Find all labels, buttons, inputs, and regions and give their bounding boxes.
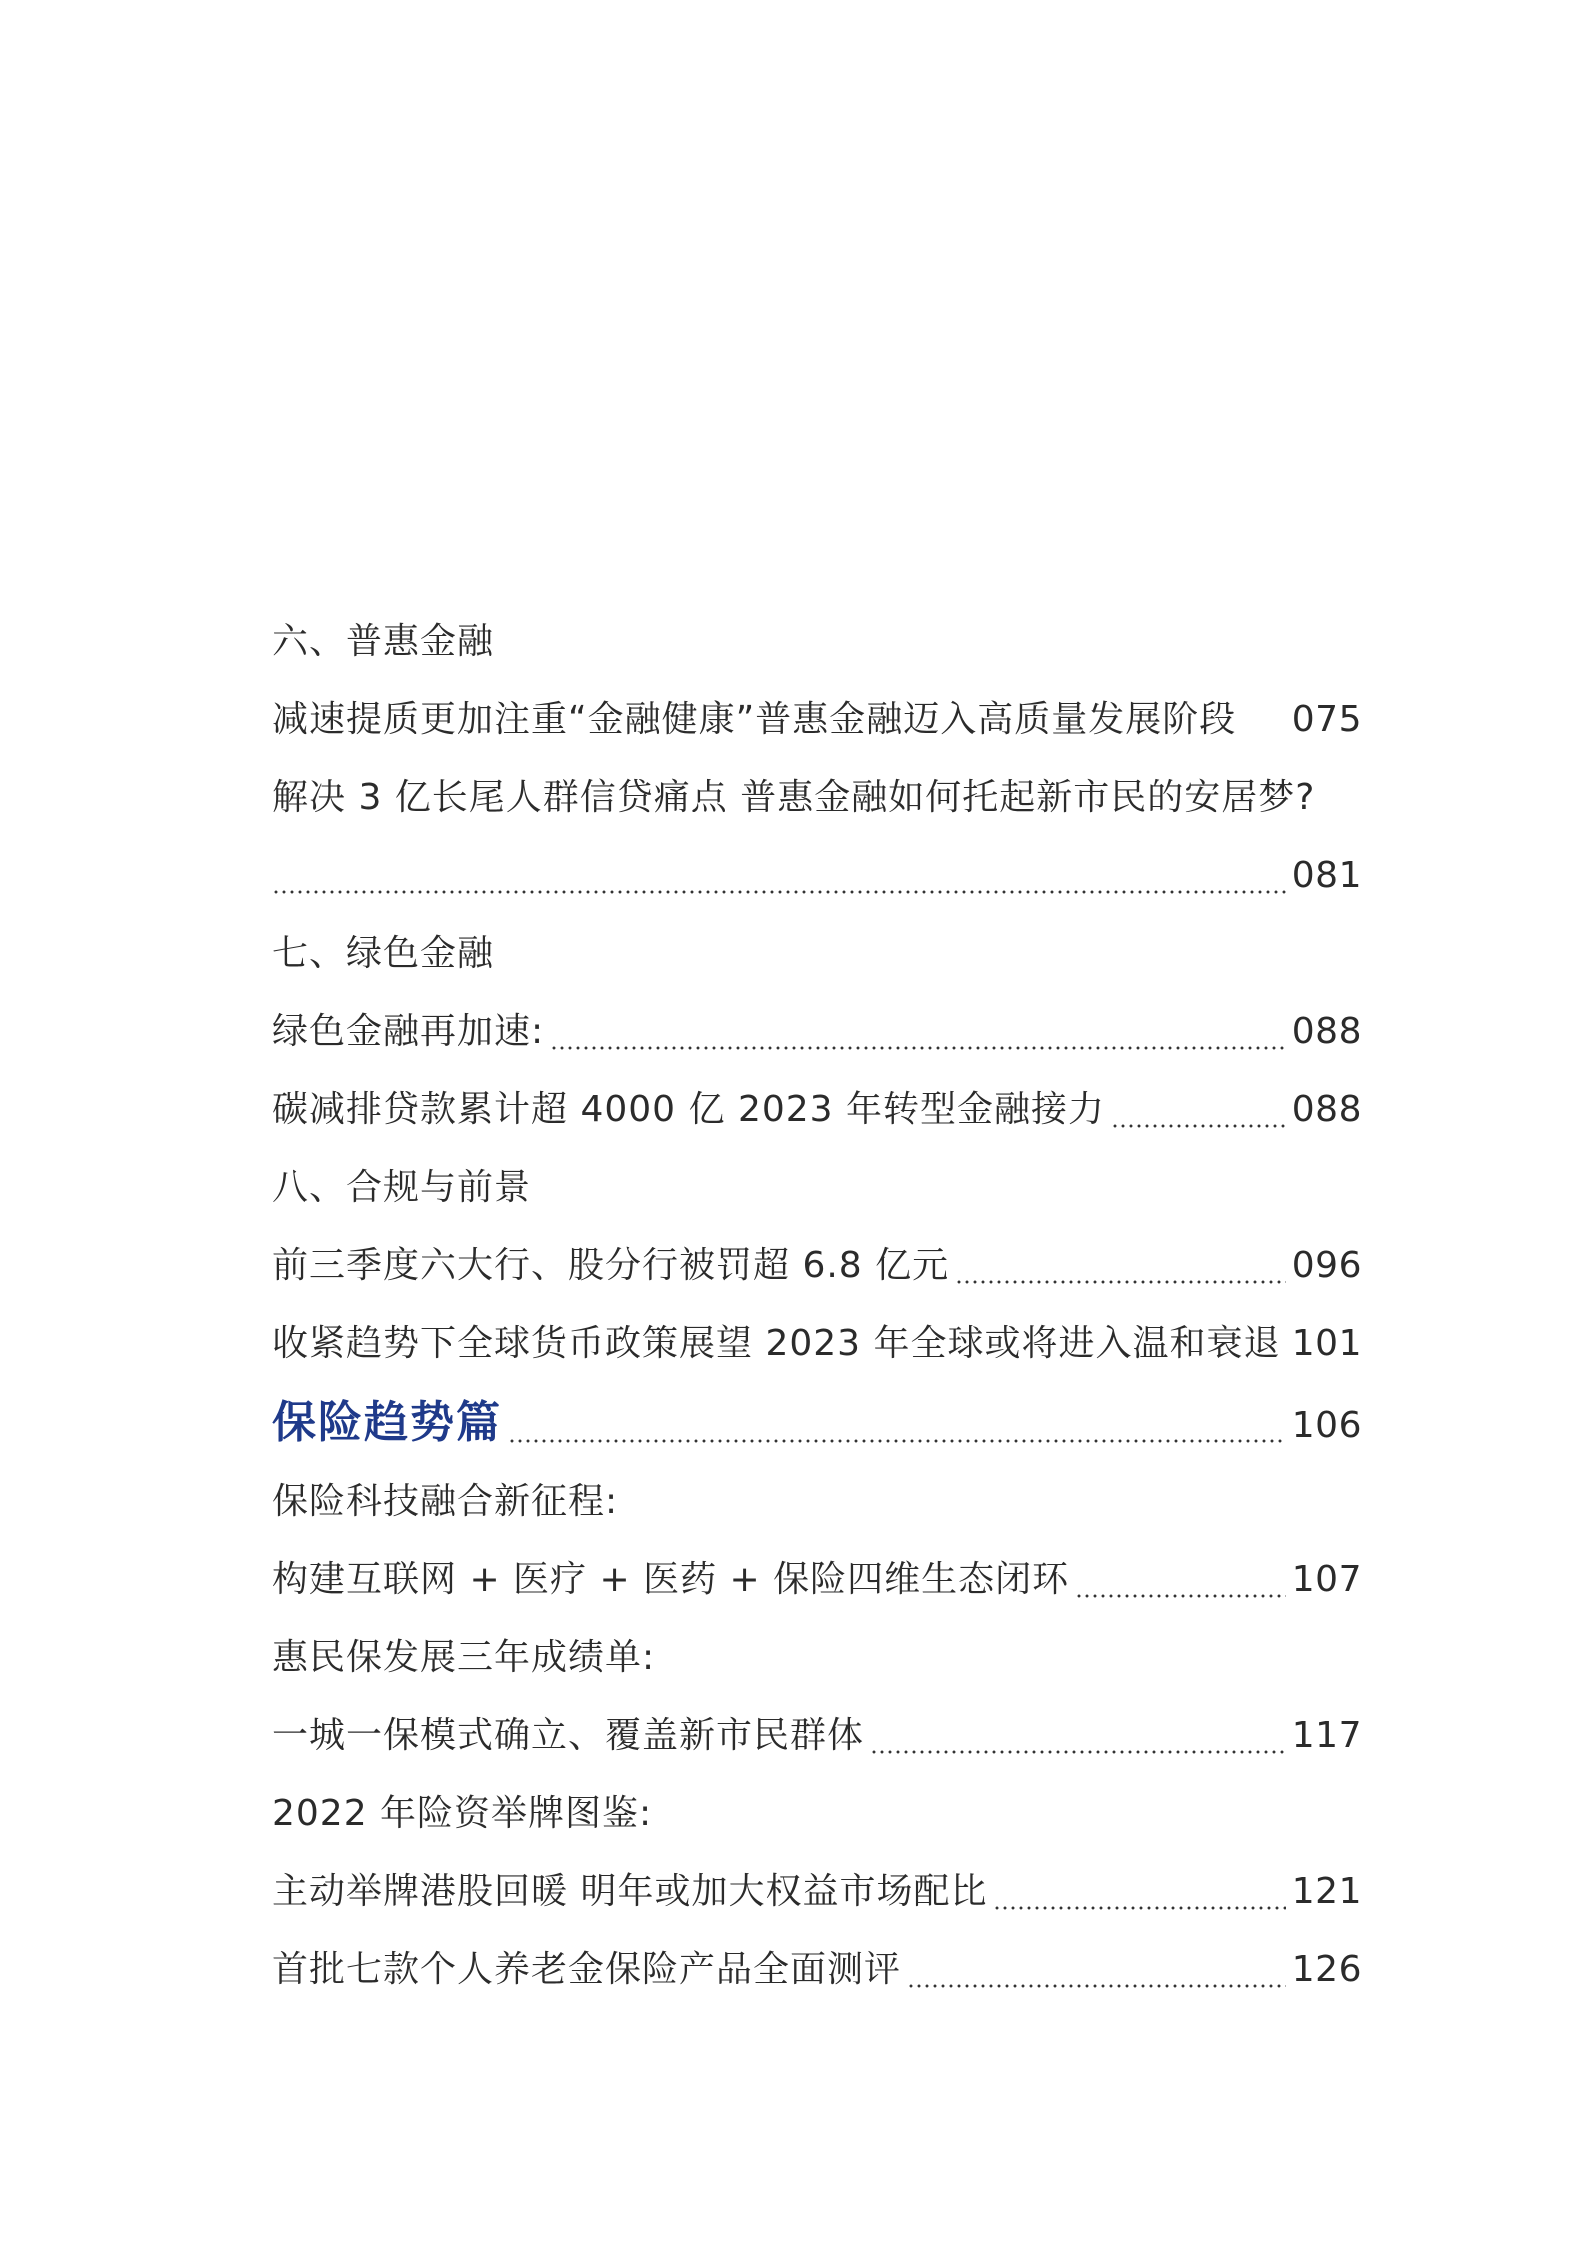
toc-entry-title: 前三季度六大行、股分行被罚超 6.8 亿元 [272,1245,950,1286]
toc-section-heading [272,1149,1362,1227]
toc-entry-page: 106 [1291,1405,1362,1446]
toc-entry-line1[interactable] [272,1619,1362,1697]
toc-section-heading [272,603,1362,681]
toc-heading-title: 八、合规与前景 [272,1167,532,1208]
toc-entry-line1[interactable] [272,759,1362,837]
toc-entry-title: 一城一保模式确立、覆盖新市民群体 [272,1715,865,1756]
toc-entry[interactable] [272,681,1362,759]
toc-entry-page: 075 [1291,699,1362,740]
toc-entry-line2[interactable] [272,1853,1362,1931]
toc-section-heading [272,915,1362,993]
dot-leader [907,1984,1286,1988]
dot-leader [272,890,1286,894]
toc-entry[interactable] [272,1071,1362,1149]
toc-entry[interactable] [272,1227,1362,1305]
toc-entry-title: 碳减排贷款累计超 4000 亿 2023 年转型金融接力 [272,1089,1106,1130]
toc-entry[interactable] [272,993,1362,1071]
toc-entry-page: 081 [1291,855,1362,896]
table-of-contents [272,603,1362,2009]
toc-entry-page: 117 [1291,1715,1362,1756]
toc-entry-title: 首批七款个人养老金保险产品全面测评 [272,1949,902,1990]
toc-heading-title: 六、普惠金融 [272,621,495,662]
toc-entry-page: 126 [1291,1949,1362,1990]
toc-part-title: 保险趋势篇 [272,1397,502,1448]
toc-entry-page: 088 [1291,1089,1362,1130]
dot-leader [1075,1594,1286,1598]
toc-entry-line1[interactable] [272,1463,1362,1541]
dot-leader [1111,1124,1286,1128]
toc-entry-page: 096 [1291,1245,1362,1286]
toc-part-heading[interactable] [272,1383,1362,1463]
toc-entry-page: 101 [1291,1323,1362,1364]
dot-leader [508,1439,1286,1443]
toc-entry-title: 绿色金融再加速: [272,1011,545,1052]
toc-entry-title: 主动举牌港股回暖 明年或加大权益市场配比 [272,1871,988,1912]
toc-entry[interactable] [272,1305,1362,1383]
toc-entry-page: 121 [1291,1871,1362,1912]
toc-entry-title: 减速提质更加注重“金融健康”普惠金融迈入高质量发展阶段 [272,699,1237,740]
toc-entry-line2[interactable] [272,1697,1362,1775]
dot-leader [550,1046,1286,1050]
toc-heading-title: 七、绿色金融 [272,933,495,974]
toc-entry-line1[interactable] [272,1775,1362,1853]
toc-entry-title: 保险科技融合新征程: [272,1481,619,1522]
toc-entry-title: 2022 年险资举牌图鉴: [272,1793,653,1834]
toc-entry-page: 088 [1291,1011,1362,1052]
toc-entry-page: 107 [1291,1559,1362,1600]
dot-leader [955,1280,1286,1284]
toc-entry-line2[interactable] [272,837,1362,915]
toc-entry-title: 惠民保发展三年成绩单: [272,1637,656,1678]
toc-entry-title: 构建互联网 + 医疗 + 医药 + 保险四维生态闭环 [272,1559,1070,1600]
toc-entry-line2[interactable] [272,1541,1362,1619]
dot-leader [993,1906,1285,1910]
toc-entry-title: 收紧趋势下全球货币政策展望 2023 年全球或将进入温和衰退 [272,1323,1281,1364]
toc-entry-title: 解决 3 亿长尾人群信贷痛点 普惠金融如何托起新市民的安居梦? [272,777,1316,818]
toc-entry[interactable] [272,1931,1362,2009]
dot-leader [870,1750,1286,1754]
